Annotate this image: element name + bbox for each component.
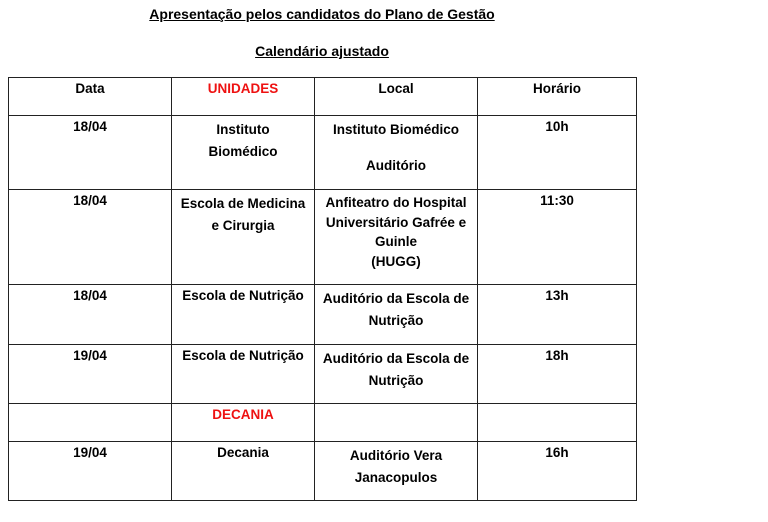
table-row: [9, 116, 637, 190]
table-row: [9, 285, 637, 345]
cell-horario: 16h: [478, 442, 637, 501]
cell-local: Auditório da Escola de Nutrição: [315, 345, 478, 404]
cell-horario: 18h: [478, 345, 637, 404]
cell-data: 19/04: [9, 442, 172, 501]
cell-local: Instituto Biomédico Auditório: [315, 116, 478, 190]
document-title: Apresentação pelos candidatos do Plano de Gestão: [149, 6, 495, 22]
header-horario: Horário: [478, 78, 637, 116]
table-row: [9, 190, 637, 285]
document-subtitle: Calendário ajustado: [255, 43, 389, 59]
table-header-row: [9, 78, 637, 116]
cell-unidade: Escola de Nutrição: [172, 285, 315, 345]
cell-data: 18/04: [9, 190, 172, 285]
header-local: Local: [315, 78, 478, 116]
table-row: [9, 442, 637, 501]
section-label: DECANIA: [172, 404, 315, 442]
cell-horario: 13h: [478, 285, 637, 345]
header-data: Data: [9, 78, 172, 116]
cell-empty: [9, 404, 172, 442]
cell-horario: 10h: [478, 116, 637, 190]
cell-local: Auditório Vera Janacopulos: [315, 442, 478, 501]
cell-unidade: Escola de Medicina e Cirurgia: [172, 190, 315, 285]
cell-data: 19/04: [9, 345, 172, 404]
cell-unidade: Instituto Biomédico: [172, 116, 315, 190]
cell-unidade: Escola de Nutrição: [172, 345, 315, 404]
cell-data: 18/04: [9, 116, 172, 190]
cell-empty: [478, 404, 637, 442]
cell-data: 18/04: [9, 285, 172, 345]
cell-empty: [315, 404, 478, 442]
cell-horario: 11:30: [478, 190, 637, 285]
cell-local: Auditório da Escola de Nutrição: [315, 285, 478, 345]
cell-local: Anfiteatro do Hospital Universitário Gafrée e Guinle (HUGG): [315, 190, 478, 285]
cell-unidade: Decania: [172, 442, 315, 501]
schedule-table: [8, 77, 637, 501]
section-row: [9, 404, 637, 442]
header-unidades: UNIDADES: [172, 78, 315, 116]
table-row: [9, 345, 637, 404]
